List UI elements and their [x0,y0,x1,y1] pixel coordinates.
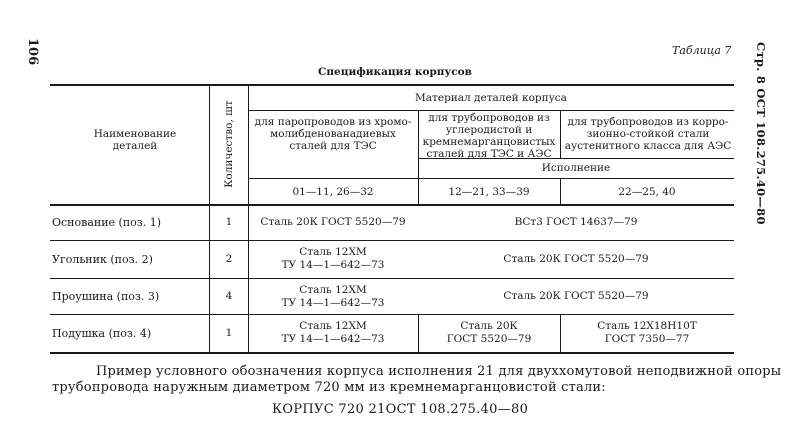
designation: КОРПУС 720 21ОСТ 108.275.40—80 [272,402,529,417]
row-1-merged: ВСт3 ГОСТ 14637—79 [514,216,638,228]
row-3-col1-line2: ТУ 14—1—642—73 [281,297,385,309]
col-qty-header-text: Количество, шт [223,100,235,188]
col-name-header: Наименование деталей [93,128,177,152]
row-4-col1-line2: ТУ 14—1—642—73 [281,333,385,345]
row-1-col1: Сталь 20К ГОСТ 5520—79 [260,216,406,228]
row-2-col1-line1: Сталь 12ХМ [299,246,367,258]
material-group-3: для трубопроводов из корро-зионно-стойкой стали аустенитного класса для АЭС [564,116,732,152]
row-3-col1-line1: Сталь 12ХМ [299,284,367,296]
material-header: Материал деталей корпуса [415,92,567,104]
page-number: 106 [25,38,40,66]
row-3-qty: 4 [225,290,233,302]
table-label: Таблица 7 [672,44,732,57]
row-4-col2-line2: ГОСТ 5520—79 [446,333,532,345]
row-4-qty: 1 [225,327,233,339]
side-running-header: Стр. 8 ОСТ 108.275.40—80 [754,42,768,225]
row-4-name: Подушка (поз. 4) [52,327,152,340]
row-1-name: Основание (поз. 1) [52,216,162,229]
row-2-name: Угольник (поз. 2) [52,253,153,266]
material-group-1: для паропроводов из хромо-молибденованадиевых сталей для ТЭС [254,116,412,152]
execution-1: 01—11, 26—32 [292,186,374,198]
execution-header: Исполнение [541,162,611,174]
row-1-qty: 1 [225,216,233,228]
row-2-qty: 2 [225,253,233,265]
row-4-col3-line2: ГОСТ 7350—77 [604,333,690,345]
execution-2: 12—21, 33—39 [448,186,530,198]
row-4-col1-line1: Сталь 12ХМ [299,320,367,332]
row-2-col1-line2: ТУ 14—1—642—73 [281,259,385,271]
row-3-merged: Сталь 20К ГОСТ 5520—79 [503,290,649,302]
footer-line-2: трубопровода наружным диаметром 720 мм из кремнемарганцовистой стали: [52,380,606,395]
row-4-col2-line1: Сталь 20К [460,320,518,332]
row-2-merged: Сталь 20К ГОСТ 5520—79 [503,253,649,265]
execution-3: 22—25, 40 [618,186,676,198]
row-3-name: Проушина (поз. 3) [52,290,160,303]
table-title: Спецификация корпусов [318,66,472,78]
footer-line-1: Пример условного обозначения корпуса исполнения 21 для двуххомутовой неподвижной опоры [96,364,782,379]
material-group-2: для трубопроводов из углеродистой и кремнемарганцовистых сталей для ТЭС и АЭС [422,112,556,160]
row-4-col3-line1: Сталь 12Х18Н10Т [597,320,697,332]
